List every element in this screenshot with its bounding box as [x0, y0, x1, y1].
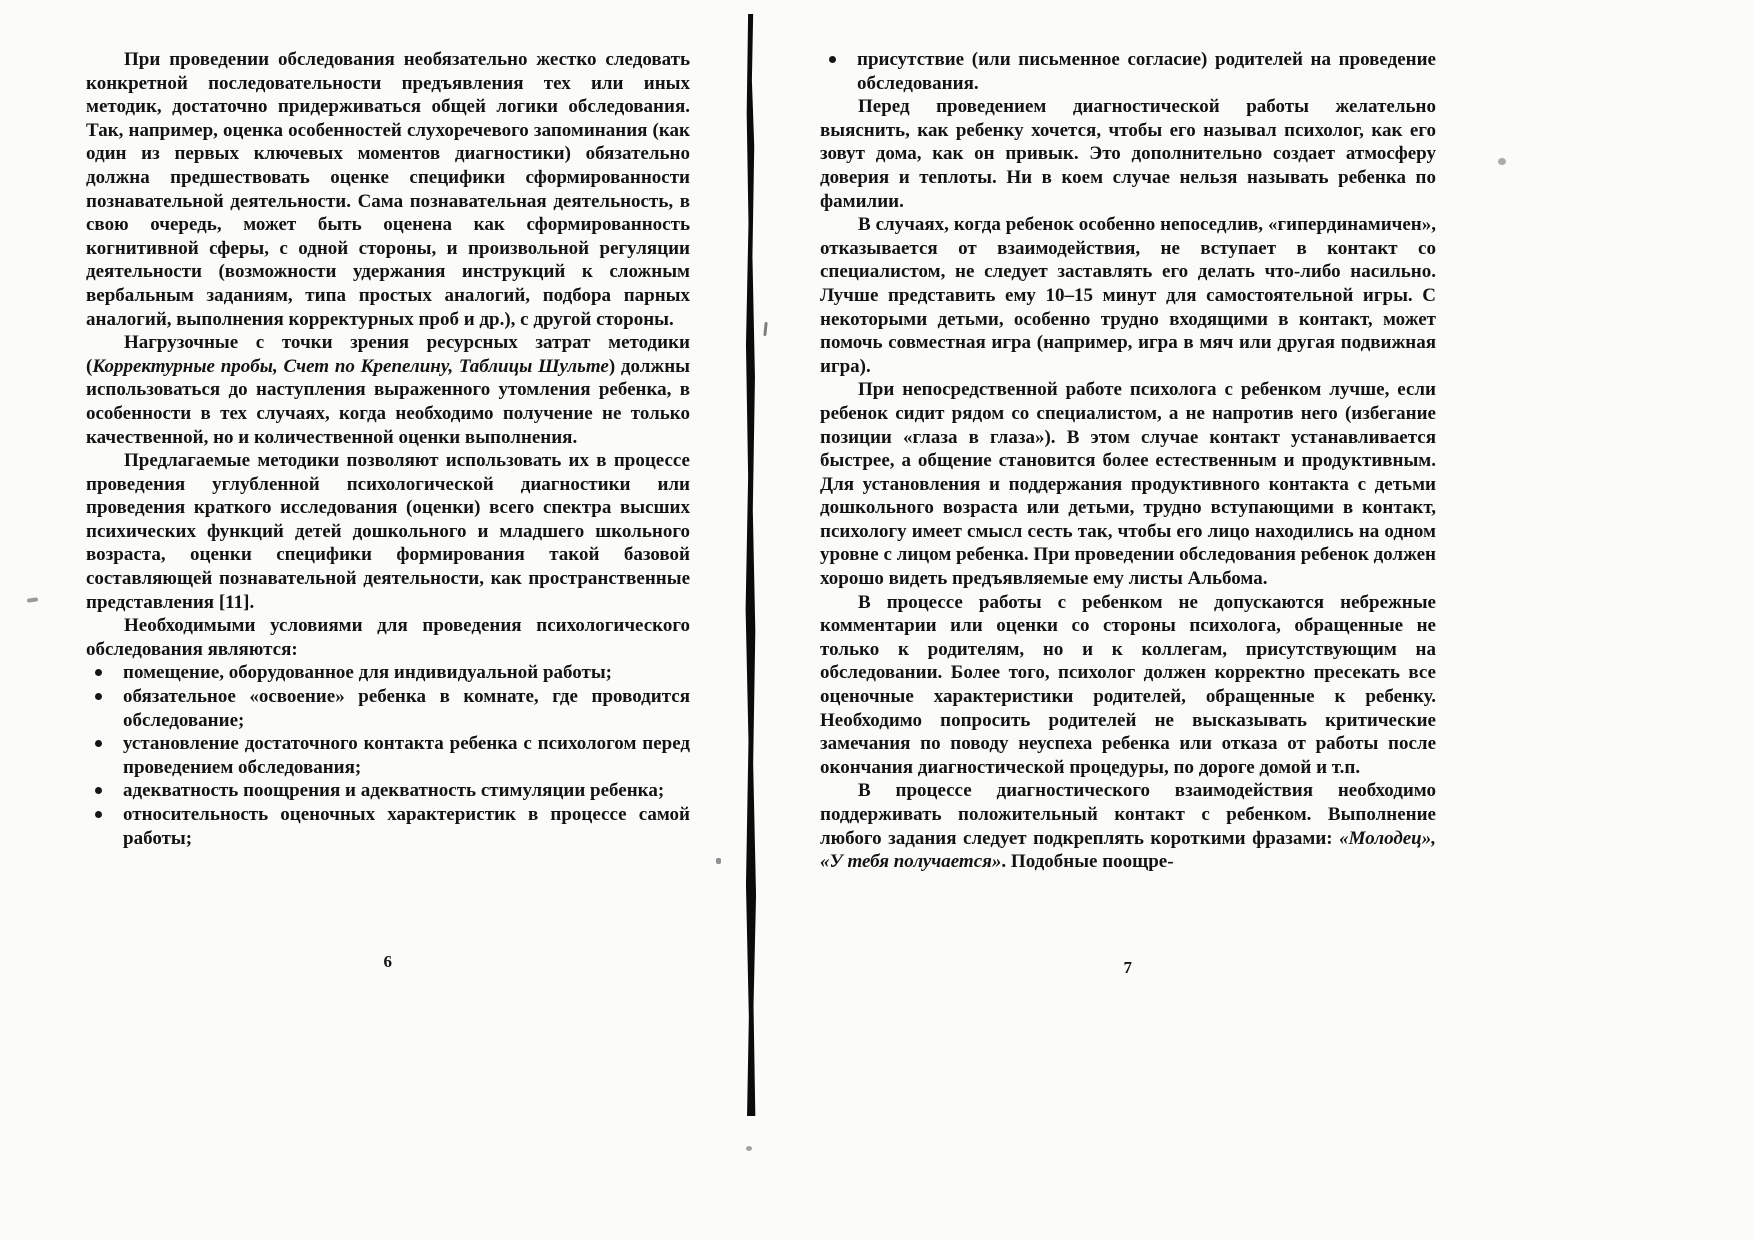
- paragraph: [86, 331, 690, 449]
- praise-phrases-italic: «Молодец», «У тебя получается»: [820, 827, 1436, 873]
- list-item-text: обязательное «освоение» ребенка в комнате, где проводится обследование;: [123, 686, 690, 731]
- list-item: [86, 803, 690, 850]
- list-item-text: присутствие (или письменное согласие) родителей на проведение обследования.: [857, 49, 1436, 94]
- scan-artifact: [746, 1146, 752, 1151]
- paragraph-text: . Подобные поощре-: [1001, 851, 1174, 873]
- page-right: [820, 48, 1436, 874]
- list-item: [820, 48, 1436, 95]
- list-item: [86, 779, 690, 803]
- list-item-text: относительность оценочных характеристик в процессе самой работы;: [123, 804, 690, 849]
- book-gutter: [742, 14, 760, 1116]
- page-number-left: 6: [383, 952, 393, 971]
- bullet-icon: [95, 669, 102, 676]
- paragraph: Перед проведением диагностической работы желательно выяснить, как ребенку хочется, чтобы его называл психолог, как его зовут дома, как он привык. Это дополнительно создает атмосферу доверия и теплоты. Ни в коем случае нельзя называть ребенка по фамилии.: [820, 96, 1436, 212]
- paragraph: Необходимыми условиями для проведения психологического обследования являются:: [86, 615, 690, 660]
- page-left: [86, 48, 690, 850]
- paragraph: Предлагаемые методики позволяют использовать их в процессе проведения углубленной психологической диагностики или проведения краткого исследования (оценки) всего спектра высших психических функций детей дошкольного и младшего школьного возраста, оценки специфики формирования такой базовой составляющей познавательной деятельности, как пространственные представления [11].: [86, 450, 690, 613]
- paragraph: [820, 779, 1436, 873]
- conditions-list: [86, 661, 690, 850]
- scan-artifact: [27, 597, 38, 602]
- bullet-icon: [95, 811, 102, 818]
- list-item-text: адекватность поощрения и адекватность стимуляции ребенка;: [123, 780, 665, 802]
- list-item: [86, 685, 690, 732]
- paragraph-text: ) должны использоваться до наступления выраженного утомления ребенка, в особенности в тех случаях, когда необходимо получение не только качественной, но и количественной оценки выполнения.: [86, 355, 690, 448]
- list-item: [86, 661, 690, 685]
- scan-artifact: [1498, 158, 1506, 165]
- paragraph-text: Нагрузочные с точки зрения ресурсных затрат методики (: [86, 332, 690, 377]
- bullet-icon: [95, 693, 102, 700]
- paragraph: При проведении обследования необязательно жестко следовать конкретной последовательности предъявления тех или иных методик, достаточно придерживаться общей логики обследования. Так, например, оценка особенностей слухоречевого запоминания (как один из первых ключевых моментов диагностики) обязательно должна предшествовать оценке специфики сформированности познавательной деятельности. Сама познавательная деятельность, в свою очередь, может быть оценена как сформированность когнитивной сферы, с одной стороны, и произвольной регуляции деятельности (возможности удержания инструкций к сложным вербальным заданиям, типа простых аналогий, подбора парных аналогий, выполнения корректурных проб и др.), с другой стороны.: [86, 49, 690, 330]
- paragraph: В процессе работы с ребенком не допускаются небрежные комментарии или оценки со стороны психолога, обращенные не только к родителям, но и к коллегам, присутствующим на обследовании. Более того, психолог должен корректно пресекать все оценочные характеристики родителей, обращенные к ребенку. Необходимо попросить родителей не высказывать критические замечания по поводу неуспеха ребенка или отказа от работы после окончания диагностической процедуры, по дороге домой и т.п.: [820, 591, 1436, 778]
- bullet-icon: [95, 740, 102, 747]
- bullet-icon: [95, 787, 102, 794]
- bullet-icon: [829, 56, 836, 63]
- list-item: [86, 732, 690, 779]
- list-item-text: установление достаточного контакта ребенка с психологом перед проведением обследования;: [123, 733, 690, 778]
- list-item-text: помещение, оборудованное для индивидуальной работы;: [123, 662, 613, 684]
- method-names-italic: Корректурные пробы, Счет по Крепелину, Таблицы Шульте: [92, 355, 609, 377]
- paragraph: В случаях, когда ребенок особенно непоседлив, «гипердинамичен», отказывается от взаимодействия, не вступает в контакт со специалистом, не следует заставлять его делать что-либо насильно. Лучше представить ему 10–15 минут для самостоятельной игры. С некоторыми детьми, особенно трудно входящими в контакт, может помочь совместная игра (например, игра в мяч или другая подвижная игра).: [820, 214, 1436, 377]
- paragraph-text: В процессе диагностического взаимодействия необходимо поддерживать положительный контакт с ребенком. Выполнение любого задания следует подкреплять короткими фразами:: [820, 780, 1436, 849]
- scan-artifact: [763, 322, 767, 336]
- scan-artifact: [716, 858, 721, 864]
- page-number-right: 7: [1123, 958, 1133, 977]
- paragraph: При непосредственной работе психолога с ребенком лучше, если ребенок сидит рядом со специалистом, а не напротив него (избегание позиции «глаза в глаза»). В этом случае контакт устанавливается быстрее, а общение становится более естественным и продуктивным. Для установления и поддержания продуктивного контакта с детьми дошкольного возраста или детьми, трудно вступающими в контакт, психологу имеет смысл сесть так, чтобы его лицо находились на одном уровне с лицом ребенка. При проведении обследования ребенок должен хорошо видеть предъявляемые ему листы Альбома.: [820, 379, 1436, 590]
